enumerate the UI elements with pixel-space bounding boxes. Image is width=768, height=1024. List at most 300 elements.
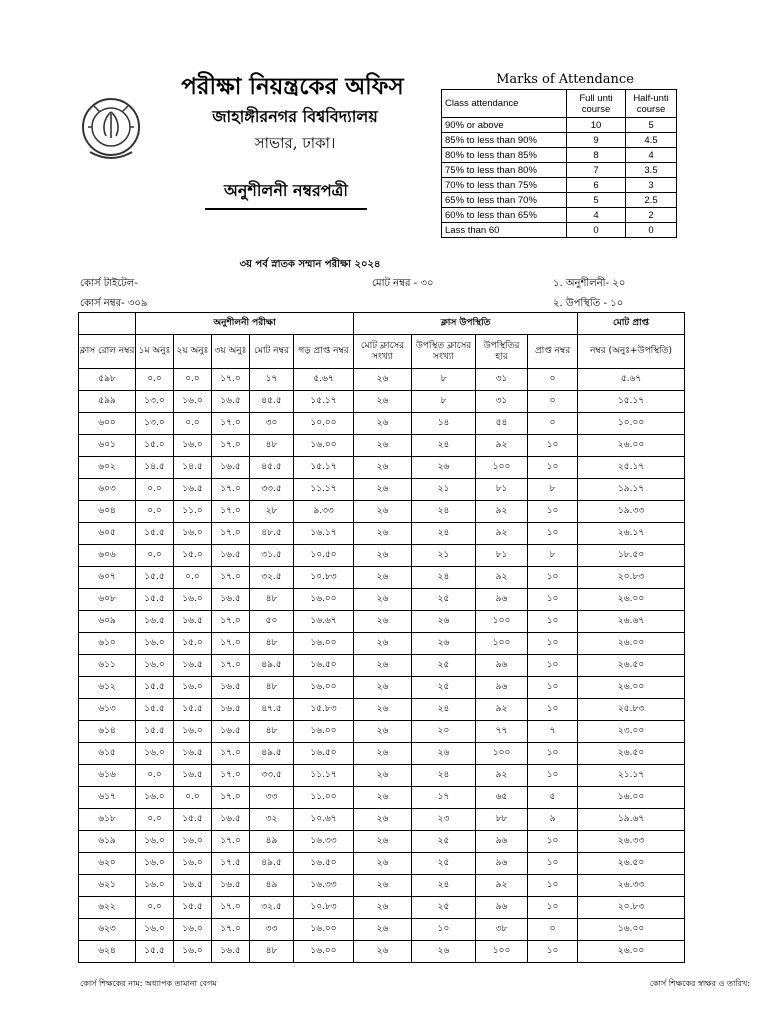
table-cell: ২৬ (354, 677, 412, 699)
table-cell: ২৬ (354, 897, 412, 919)
attendance-cell: 4 (567, 208, 626, 223)
group-header-row (79, 313, 685, 335)
attendance-cell: 65% to less than 70% (442, 193, 567, 208)
table-cell: ৪৮ (250, 941, 294, 963)
table-cell: ১৬.০ (174, 919, 212, 941)
table-cell: ১৯.৩৩ (578, 501, 685, 523)
table-cell: ১৬.০ (136, 919, 174, 941)
table-cell: ১৬.৫ (212, 809, 250, 831)
attendance-cell: 10 (567, 118, 626, 133)
table-row (79, 919, 685, 941)
table-cell: ২০.৮৩ (578, 897, 685, 919)
table-cell: ১৬.০ (174, 853, 212, 875)
table-cell: ২৬.৫০ (578, 743, 685, 765)
table-cell: ২৬ (354, 435, 412, 457)
table-cell: ২৬ (412, 941, 476, 963)
table-row (79, 457, 685, 479)
table-cell: ২৬ (354, 699, 412, 721)
attendance-cell: 75% to less than 80% (442, 163, 567, 178)
table-cell: ১০ (528, 501, 578, 523)
table-cell: ১৭.৫ (212, 853, 250, 875)
university-name: জাহাঙ্গীরনগর বিশ্ববিদ্যালয় (212, 107, 378, 126)
column-header-average: গড় প্রাপ্ত নম্বর (294, 335, 354, 369)
column-header-roll: ক্লাস রোল নম্বর (79, 335, 136, 369)
table-cell: ৩৮ (476, 919, 528, 941)
table-cell: ১৬.০ (136, 743, 174, 765)
tutorial-marks: ১. অনুশীলনী- ২০ (553, 278, 626, 289)
table-cell: ২৬ (354, 721, 412, 743)
table-cell: ১১.১৭ (294, 765, 354, 787)
table-cell: ১৬.০০ (294, 633, 354, 655)
attendance-cell: 7 (567, 163, 626, 178)
table-cell: ১৬.৫ (212, 875, 250, 897)
column-header-attendance-obtained: প্রাপ্ত নম্বর (528, 335, 578, 369)
table-cell: ৬১২ (79, 677, 136, 699)
table-cell: ২৬ (354, 391, 412, 413)
attendance-header: Class attendance (442, 90, 567, 118)
table-cell: ৬০৮ (79, 589, 136, 611)
table-cell: ১৬.৫ (174, 655, 212, 677)
table-cell: ৮ (528, 545, 578, 567)
table-cell: ৪৮.৫ (250, 523, 294, 545)
table-cell: ১৬.০ (136, 875, 174, 897)
table-cell: ২৬ (354, 457, 412, 479)
table-row (79, 677, 685, 699)
table-row (79, 391, 685, 413)
table-cell: ২৬ (354, 501, 412, 523)
teacher-name: কোর্স শিক্ষকের নাম: অধ্যাপক তামানা বেগম (80, 979, 217, 988)
table-cell: ৭ (528, 721, 578, 743)
table-cell: ৯.৩৩ (294, 501, 354, 523)
attendance-row (442, 133, 677, 148)
table-cell: ৬১০ (79, 633, 136, 655)
table-cell: ৪৫.৫ (250, 391, 294, 413)
table-row (79, 809, 685, 831)
table-cell: ১৬.০ (174, 391, 212, 413)
table-cell: ২৬ (354, 611, 412, 633)
university-seal-icon (80, 94, 142, 164)
table-cell: ১৭.০ (212, 479, 250, 501)
table-cell: ০.০ (174, 369, 212, 391)
table-cell: ১৯.৬৭ (578, 809, 685, 831)
table-cell: ১৬.৫ (212, 457, 250, 479)
table-cell: ২৬ (354, 853, 412, 875)
table-cell: ১৭.০ (212, 743, 250, 765)
table-cell: ২৬ (354, 369, 412, 391)
attendance-cell: 60% to less than 65% (442, 208, 567, 223)
table-cell: ১০.০০ (294, 413, 354, 435)
table-cell: ৬১৬ (79, 765, 136, 787)
table-cell: ২৫ (412, 831, 476, 853)
attendance-marks-table (441, 89, 677, 238)
total-group-header: মোট প্রাপ্ত (578, 313, 685, 335)
table-cell: ১১.০ (174, 501, 212, 523)
table-cell: ৫৪ (476, 413, 528, 435)
table-cell: ২৬.৬৭ (578, 611, 685, 633)
column-header-total-classes: মোট ক্লাসের সংখ্যা (354, 335, 412, 369)
table-cell: ২৮ (250, 501, 294, 523)
table-cell: ১০ (528, 897, 578, 919)
attendance-row (442, 163, 677, 178)
table-cell: ১৫.০ (174, 545, 212, 567)
table-cell: ৬০১ (79, 435, 136, 457)
table-cell: ৯৬ (476, 831, 528, 853)
table-cell: ২৪ (412, 875, 476, 897)
table-cell: ৫.৬৭ (578, 369, 685, 391)
table-cell: ২৬ (412, 743, 476, 765)
table-cell: ৩২.৫ (250, 567, 294, 589)
table-cell: ৩১ (476, 391, 528, 413)
attendance-cell: 4 (626, 148, 677, 163)
table-cell: ১৬.৫ (212, 545, 250, 567)
table-cell: ২৬.৫০ (578, 853, 685, 875)
table-row (79, 589, 685, 611)
table-cell: ১৬.০০ (294, 941, 354, 963)
table-row (79, 369, 685, 391)
attendance-cell: 6 (567, 178, 626, 193)
table-cell: ২৬ (354, 523, 412, 545)
table-cell: ৬০০ (79, 413, 136, 435)
table-cell: ৬১৩ (79, 699, 136, 721)
table-cell: ৩৩.৫ (250, 479, 294, 501)
attendance-row (442, 223, 677, 238)
course-title-label: কোর্স টাইটেল- (80, 278, 138, 289)
table-cell: ১৬.০০ (294, 435, 354, 457)
table-cell: ৪৯ (250, 831, 294, 853)
column-header-total: নম্বর (অনুঃ+উপস্থিতি) (578, 335, 685, 369)
attendance-cell: 0 (626, 223, 677, 238)
table-cell: ৬১১ (79, 655, 136, 677)
table-cell: ১৫.৮৩ (294, 699, 354, 721)
table-cell: ১৬.৫ (174, 743, 212, 765)
table-cell: ২৬.৫০ (578, 655, 685, 677)
table-cell: ১৬.৫০ (294, 853, 354, 875)
table-cell: ১৬.০০ (578, 919, 685, 941)
table-cell: ৬২১ (79, 875, 136, 897)
table-cell: ৯২ (476, 875, 528, 897)
table-cell: ১৪ (412, 413, 476, 435)
table-row (79, 611, 685, 633)
table-cell: ৫৯৮ (79, 369, 136, 391)
table-cell: ২৫.১৭ (578, 457, 685, 479)
attendance-cell: 9 (567, 133, 626, 148)
table-cell: ১৬.০ (136, 831, 174, 853)
table-cell: ২০.৮৩ (578, 567, 685, 589)
table-cell: ৬৫ (476, 787, 528, 809)
table-cell: ১০০ (476, 941, 528, 963)
table-cell: ৪৮ (250, 589, 294, 611)
table-cell: ৫৯৯ (79, 391, 136, 413)
table-cell: ১১.১৭ (294, 479, 354, 501)
table-cell: ১৫.১৭ (294, 457, 354, 479)
attendance-cell: 5 (626, 118, 677, 133)
table-cell: ১৬.১৭ (294, 523, 354, 545)
table-cell: ৩২ (250, 809, 294, 831)
table-cell: ২১ (412, 545, 476, 567)
marks-table (78, 312, 685, 963)
table-cell: ১৫.৫ (136, 589, 174, 611)
table-cell: ২৬ (354, 479, 412, 501)
table-cell: ১৭.০ (212, 523, 250, 545)
table-cell: ২৬ (354, 875, 412, 897)
table-cell: ৬০৪ (79, 501, 136, 523)
table-cell: ২৬.০০ (578, 941, 685, 963)
table-cell: ১৭.০ (212, 633, 250, 655)
table-row (79, 479, 685, 501)
table-cell: ১০ (528, 941, 578, 963)
table-cell: ৬০৩ (79, 479, 136, 501)
table-cell: ১৬.৫ (212, 721, 250, 743)
table-cell: ৪৭.৫ (250, 699, 294, 721)
table-cell: ১৬.০ (174, 831, 212, 853)
table-cell: ২৬ (412, 611, 476, 633)
table-row (79, 545, 685, 567)
table-cell: ১০ (528, 435, 578, 457)
attendance-cell: 3.5 (626, 163, 677, 178)
table-cell: ১৭.০ (212, 501, 250, 523)
table-cell: ২৩ (412, 809, 476, 831)
table-cell: ১৭.০ (212, 611, 250, 633)
table-cell: ৬১৮ (79, 809, 136, 831)
table-cell: ২৬ (354, 765, 412, 787)
table-cell: ২৬ (354, 567, 412, 589)
table-cell: ৯২ (476, 567, 528, 589)
table-cell: ১০ (528, 677, 578, 699)
table-cell: ২৬.০০ (578, 589, 685, 611)
table-cell: ৮ (412, 369, 476, 391)
table-cell: ০.০ (174, 567, 212, 589)
table-cell: ২৪ (412, 523, 476, 545)
table-cell: ৯৬ (476, 897, 528, 919)
table-row (79, 743, 685, 765)
table-cell: ১৩.০ (136, 413, 174, 435)
table-cell: ৪৯ (250, 875, 294, 897)
table-cell: ১৬.৩৩ (294, 875, 354, 897)
table-row (79, 567, 685, 589)
table-row (79, 897, 685, 919)
table-row (79, 721, 685, 743)
table-cell: ২৬ (354, 589, 412, 611)
table-cell: ৬০৭ (79, 567, 136, 589)
table-cell: ১৫.৫ (136, 523, 174, 545)
attendance-row (442, 193, 677, 208)
column-header-tutorial-3: ৩য় অনুঃ (212, 335, 250, 369)
attendance-header: Full unti course (567, 90, 626, 118)
table-row (79, 413, 685, 435)
table-cell: ৬০২ (79, 457, 136, 479)
table-cell: ২১.১৭ (578, 765, 685, 787)
table-cell: ১৫.৫ (136, 941, 174, 963)
table-cell: ২৬.১৭ (578, 523, 685, 545)
office-title: পরীক্ষা নিয়ন্ত্রকের অফিস (181, 73, 404, 100)
table-cell: ১৭.০ (212, 655, 250, 677)
table-cell: ১৬.০ (174, 721, 212, 743)
table-cell: ২৬.০০ (578, 677, 685, 699)
table-cell: ১০.৮৩ (294, 897, 354, 919)
table-cell: ৩২.৫ (250, 897, 294, 919)
table-cell: ৯২ (476, 523, 528, 545)
table-cell: ১৫.৫ (136, 677, 174, 699)
table-cell: ৯৬ (476, 677, 528, 699)
table-cell: ১৫.০ (174, 633, 212, 655)
table-cell: ২৪ (412, 435, 476, 457)
table-cell: ১৫.৫ (174, 897, 212, 919)
table-cell: ১৬.০ (136, 633, 174, 655)
table-cell: ৯২ (476, 765, 528, 787)
table-cell: ১৭.০ (212, 413, 250, 435)
table-cell: ১৩.০ (136, 391, 174, 413)
attendance-cell: 2 (626, 208, 677, 223)
table-cell: ২৪ (412, 501, 476, 523)
attendance-row (442, 178, 677, 193)
attendance-cell: 0 (567, 223, 626, 238)
table-cell: ৫.৬৭ (294, 369, 354, 391)
course-number: কোর্স নম্বর- ৩০৯ (80, 298, 148, 309)
attendance-cell: 80% to less than 85% (442, 148, 567, 163)
table-cell: ৩৩ (250, 787, 294, 809)
table-cell: ৪৮ (250, 721, 294, 743)
table-cell: ৬১৯ (79, 831, 136, 853)
table-cell: ৬২২ (79, 897, 136, 919)
table-cell: ১৫.১৭ (578, 391, 685, 413)
attendance-row (442, 208, 677, 223)
table-cell: ২৬.৩৩ (578, 831, 685, 853)
table-cell: ৪৯.৫ (250, 655, 294, 677)
table-cell: ১০ (528, 831, 578, 853)
table-cell: ১৬.৫ (174, 479, 212, 501)
table-cell: ৭৭ (476, 721, 528, 743)
attendance-marks-title: Marks of Attendance (496, 72, 634, 87)
attendance-cell: 70% to less than 75% (442, 178, 567, 193)
table-cell: ১৭.০ (212, 787, 250, 809)
document-header (0, 0, 768, 240)
table-cell: ১০.০০ (578, 413, 685, 435)
table-cell: ১৫.৫ (136, 567, 174, 589)
table-cell: ২৬ (354, 941, 412, 963)
table-cell: ৯৬ (476, 655, 528, 677)
table-row (79, 523, 685, 545)
attendance-cell: 90% or above (442, 118, 567, 133)
table-cell: ২৫ (412, 655, 476, 677)
table-cell: ৬০৫ (79, 523, 136, 545)
table-cell: ২৬ (354, 809, 412, 831)
table-cell: ৫ (528, 787, 578, 809)
table-cell: ৩১ (476, 369, 528, 391)
table-cell: ১৪.৫ (136, 457, 174, 479)
table-cell: ৬১৪ (79, 721, 136, 743)
table-cell: ২৬.৩৩ (578, 875, 685, 897)
column-header-tutorial-2: ২য় অনুঃ (174, 335, 212, 369)
table-cell: ০.০ (174, 413, 212, 435)
attendance-cell: 3 (626, 178, 677, 193)
table-cell: ৮১ (476, 545, 528, 567)
table-cell: ০.০ (136, 897, 174, 919)
table-cell: ১০০ (476, 633, 528, 655)
table-cell: ৬২০ (79, 853, 136, 875)
table-cell: ২৪ (412, 699, 476, 721)
attendance-row (442, 118, 677, 133)
table-cell: ১০০ (476, 611, 528, 633)
table-cell: ২৬ (354, 831, 412, 853)
column-header-tutorial-total: মোট নম্বর (250, 335, 294, 369)
table-cell: ২৫ (412, 677, 476, 699)
table-cell: ০.০ (136, 501, 174, 523)
table-cell: ২৬ (354, 633, 412, 655)
table-cell: ৪৯.৫ (250, 853, 294, 875)
table-cell: ১০ (528, 699, 578, 721)
table-cell: ৪৮ (250, 633, 294, 655)
table-cell: ১০.৬৭ (294, 809, 354, 831)
table-cell: ১৬.০০ (294, 589, 354, 611)
table-cell: ৮ (412, 391, 476, 413)
table-cell: ২৫ (412, 897, 476, 919)
table-cell: ৬২৪ (79, 941, 136, 963)
table-cell: ৩১.৫ (250, 545, 294, 567)
table-cell: ২৬ (412, 457, 476, 479)
table-cell: ১৭.০ (212, 919, 250, 941)
table-cell: ১৬.০ (174, 435, 212, 457)
table-row (79, 435, 685, 457)
table-cell: ১৬.৫ (212, 391, 250, 413)
table-cell: ১১.০০ (294, 787, 354, 809)
table-cell: ০.০ (136, 545, 174, 567)
table-cell: ১৬.৫ (174, 765, 212, 787)
table-cell: ১৮.৫০ (578, 545, 685, 567)
table-cell: ২৪ (412, 765, 476, 787)
table-cell: ১৬.৫০ (294, 655, 354, 677)
table-cell: ১৬.৩৩ (294, 831, 354, 853)
table-cell: ১৬.৫ (174, 875, 212, 897)
table-cell: ১৬.০ (136, 853, 174, 875)
table-cell: ২৬ (412, 633, 476, 655)
table-cell: ৩৩.৫ (250, 765, 294, 787)
column-header-present-classes: উপস্থিত ক্লাসের সংখ্যা (412, 335, 476, 369)
table-cell: ৩০ (250, 413, 294, 435)
table-cell: ৯২ (476, 501, 528, 523)
table-cell: ১০ (528, 655, 578, 677)
table-cell: ১৫.৫ (136, 699, 174, 721)
table-cell: ৬২৩ (79, 919, 136, 941)
table-cell: ২৬.০০ (578, 435, 685, 457)
table-cell: ১৫.১৭ (294, 391, 354, 413)
attendance-cell: 4.5 (626, 133, 677, 148)
attendance-header: Half-unti course (626, 90, 677, 118)
table-cell: ১০ (528, 633, 578, 655)
table-cell: ২৬.০০ (578, 633, 685, 655)
table-cell: ৯২ (476, 435, 528, 457)
table-cell: ১৬.০০ (294, 721, 354, 743)
table-row (79, 787, 685, 809)
attendance-cell: 5 (567, 193, 626, 208)
table-cell: ১৪.৫ (174, 457, 212, 479)
table-cell: ৪৮ (250, 435, 294, 457)
table-cell: ১৬.০ (174, 941, 212, 963)
table-cell: ৬১৫ (79, 743, 136, 765)
table-cell: ১৫.৫ (174, 699, 212, 721)
table-cell: ৯৬ (476, 853, 528, 875)
table-cell: ১৭.০ (212, 435, 250, 457)
table-cell: ২৫.৮৩ (578, 699, 685, 721)
table-cell: ৪৮ (250, 677, 294, 699)
table-row (79, 941, 685, 963)
attendance-row (442, 148, 677, 163)
attendance-cell: Lass than 60 (442, 223, 567, 238)
attendance-marks: ২. উপস্থিতি - ১০ (553, 298, 624, 309)
sheet-title: অনুশীলনী নম্বরপত্রী (205, 178, 367, 210)
table-cell: ০ (528, 919, 578, 941)
table-row (79, 699, 685, 721)
attendance-header-row (442, 90, 677, 118)
